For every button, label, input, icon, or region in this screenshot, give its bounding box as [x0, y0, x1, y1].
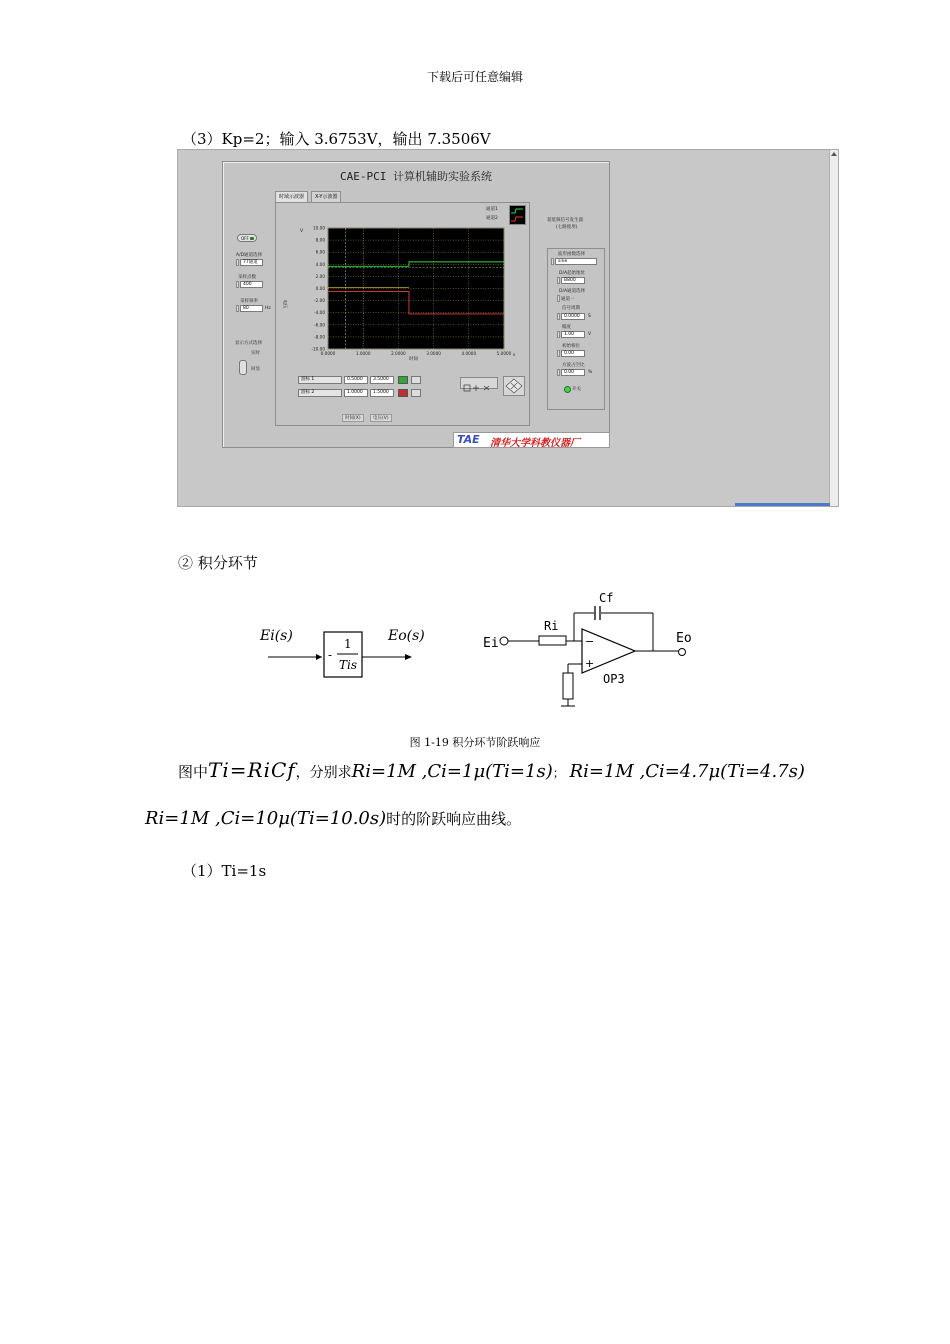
resistor-ri [539, 636, 566, 645]
cursor-lock-icon[interactable] [411, 376, 421, 384]
para2-sep: ； [552, 766, 565, 780]
eo-label: Eo [676, 631, 692, 646]
x-axis-unit: s [513, 353, 516, 358]
cursor-table [298, 375, 433, 403]
formula-case2: Ri=1M ,Ci=4.7μ(Ti=4.7s) [569, 761, 805, 782]
cursor-name[interactable]: 游标 1 [298, 376, 342, 384]
cursor-footer-volt: 电压(V) [370, 414, 392, 422]
amp-unit: V [588, 332, 592, 337]
signal-generator-group [547, 248, 605, 410]
duty-label: 方波占空比 [562, 363, 585, 368]
da-channel-value[interactable]: 通道一 [561, 297, 575, 302]
ri-label: Ri [544, 619, 559, 633]
logo-text: 清华大学科教仪器厂 [490, 438, 580, 449]
horizontal-scrollbar[interactable] [735, 503, 830, 506]
duty-spinner[interactable] [557, 369, 560, 376]
y-tick-label: -10.00 [311, 346, 325, 352]
sig-group-subtitle: (七路使用) [556, 225, 578, 230]
period-unit: S [588, 314, 591, 319]
logo-mark: TAE [457, 433, 480, 446]
phase-input[interactable]: 0.00 [561, 350, 585, 357]
cursor-footer-time: 时间(X) [342, 414, 364, 422]
resistor-ground [563, 673, 573, 699]
tab-xy-scope[interactable]: X-Y示波器 [311, 191, 341, 202]
wave-select[interactable]: sine [555, 258, 597, 265]
tf-minus: - [328, 648, 333, 662]
cursor-x[interactable]: 1.0000 [344, 389, 368, 397]
block-output-label: Eo(s) [388, 628, 425, 644]
input-terminal-icon [500, 637, 508, 645]
display-mode-switch[interactable] [239, 360, 247, 375]
sample-freq-unit: Hz [265, 306, 271, 311]
cursor-row[interactable] [298, 375, 433, 385]
y-tick-label: 4.00 [315, 261, 325, 267]
period-input[interactable]: 0.0000 [561, 313, 585, 320]
cae-pci-screenshot [177, 149, 839, 507]
paragraph-formula [178, 758, 805, 782]
da-addr-input[interactable]: B800 [561, 277, 585, 284]
da-channel-spinner[interactable] [557, 295, 560, 302]
formula-case3: Ri=1M ,Ci=10μ(Ti=10.0s) [145, 808, 387, 829]
formula-case1: Ri=1M ,Ci=1μ(Ti=1s) [351, 761, 553, 782]
x-tick-label: 2.0000 [391, 351, 406, 356]
paragraph-ti1: （1）Ti=1s [182, 862, 267, 880]
y-tick-label: -8.00 [314, 334, 325, 340]
cursor-y[interactable]: 1.5000 [370, 389, 394, 397]
phase-label: 初始相位 [562, 344, 580, 349]
paragraph-formula-cont [145, 808, 521, 829]
y-tick-label: 0.00 [315, 286, 325, 291]
da-addr-label: D/A起始地址 [559, 271, 586, 276]
cursor-lock-icon[interactable] [411, 389, 421, 397]
sample-points-input[interactable]: 400 [240, 281, 263, 288]
wave-label: 波形函数选择 [558, 252, 585, 257]
y-tick-label: -2.00 [314, 298, 325, 304]
duty-unit: % [588, 370, 593, 375]
wave-spinner[interactable] [551, 258, 554, 265]
display-mode-label: 显示方式选择 [235, 341, 262, 346]
amp-input[interactable]: 1.00 [561, 331, 585, 338]
x-axis-title: 时间 [409, 357, 418, 362]
cursor-style-icon[interactable] [398, 376, 408, 384]
ad-channel-label: A/D通道选择 [236, 253, 263, 258]
sample-freq-input[interactable]: 80 [240, 305, 263, 312]
paragraph-kp2: （3）Kp=2；输入 3.6753V，输出 7.3506V [182, 130, 491, 148]
sample-points-label: 采样点数 [238, 275, 256, 280]
legend-ch2: 通道2 [486, 216, 498, 221]
tf-denominator: Tis [339, 658, 357, 672]
x-tick-label: 3.0000 [426, 351, 441, 356]
zoom-toolbar[interactable] [460, 377, 498, 389]
cursor-style-icon[interactable] [398, 389, 408, 397]
y-axis-unit: V [300, 229, 304, 234]
power-button[interactable] [237, 234, 257, 242]
ad-channel-spinner[interactable] [236, 259, 239, 266]
phase-spinner[interactable] [557, 350, 560, 357]
para2-suffix: 时的阶跃响应曲线。 [386, 810, 522, 828]
amp-spinner[interactable] [557, 331, 560, 338]
tf-numerator: 1 [344, 637, 352, 651]
da-addr-spinner[interactable] [557, 277, 560, 284]
para2-mid: ，分别求 [295, 765, 352, 781]
zoom-tools-icon [461, 383, 497, 393]
period-label: 信号周期 [562, 306, 580, 311]
cursor-row[interactable] [298, 388, 433, 398]
op-minus: − [585, 635, 595, 648]
output-terminal-icon [679, 649, 686, 656]
y-tick-label: 6.00 [315, 249, 325, 255]
duty-input[interactable]: 0.00 [561, 369, 585, 376]
block-input-label: Ei(s) [260, 628, 293, 644]
integrator-diagram [250, 585, 710, 710]
x-tick-label: 5.0000 [496, 351, 512, 356]
y-tick-label: 8.00 [315, 237, 325, 243]
oscilloscope-plot[interactable] [276, 203, 529, 373]
da-channel-label: D/A通道选择 [559, 289, 586, 294]
ad-channel-select[interactable]: 77通道 [240, 259, 263, 266]
figure-caption: 图 1-19 积分环节阶跃响应 [409, 736, 541, 749]
panel-title: CAE-PCI 计算机辅助实验系统 [340, 170, 492, 183]
time-scope-tab-body [275, 202, 530, 426]
pan-diamond-icon [504, 377, 524, 395]
vertical-scrollbar[interactable] [829, 150, 838, 506]
instrument-panel [222, 161, 610, 448]
para2-prefix: 图中 [178, 763, 209, 781]
amp-label: 幅度 [562, 325, 571, 330]
switch-led-icon[interactable] [564, 386, 571, 393]
y-tick-label: -4.00 [314, 310, 325, 316]
y-tick-label: -6.00 [314, 322, 325, 328]
op-plus: + [585, 657, 595, 670]
ei-label: Ei [483, 636, 499, 651]
power-led-icon [250, 237, 254, 240]
x-tick-label: 4.0000 [461, 351, 477, 356]
sample-freq-spinner[interactable] [236, 305, 239, 312]
y-axis-title: 电压 [281, 299, 287, 309]
cf-label: Cf [599, 591, 614, 605]
page-header: 下载后可任意编辑 [426, 70, 523, 84]
display-mode-realtime: 实时 [251, 351, 260, 356]
power-label: OFF [241, 236, 249, 241]
y-tick-label: 2.00 [315, 273, 325, 279]
sig-group-title: 超低频信号发生器 [547, 218, 583, 223]
formula-ti: Ti=RiCf [208, 758, 296, 782]
manufacturer-logo [453, 432, 610, 448]
sample-freq-label: 采样频率 [240, 299, 258, 304]
cursor-x[interactable]: 0.5000 [344, 376, 368, 384]
x-tick-label: 1.0000 [355, 351, 371, 356]
cursor-name[interactable]: 游标 2 [298, 389, 342, 397]
legend-ch1: 通道1 [486, 207, 498, 212]
switch-label: 开关 [572, 387, 581, 392]
section-heading: ② 积分环节 [178, 554, 258, 572]
op-label: OP3 [603, 672, 625, 686]
display-mode-replay: 回显 [251, 367, 260, 372]
x-tick-label: 0.0000 [320, 351, 336, 356]
sample-points-spinner[interactable] [236, 281, 239, 288]
y-tick-label: 10.00 [313, 225, 325, 231]
scroll-up-icon [831, 152, 837, 156]
period-spinner[interactable] [557, 313, 560, 320]
tab-time-scope[interactable]: 时域示波器 [275, 191, 308, 202]
cursor-y[interactable]: 3.5000 [370, 376, 394, 384]
pan-button[interactable] [503, 376, 525, 396]
